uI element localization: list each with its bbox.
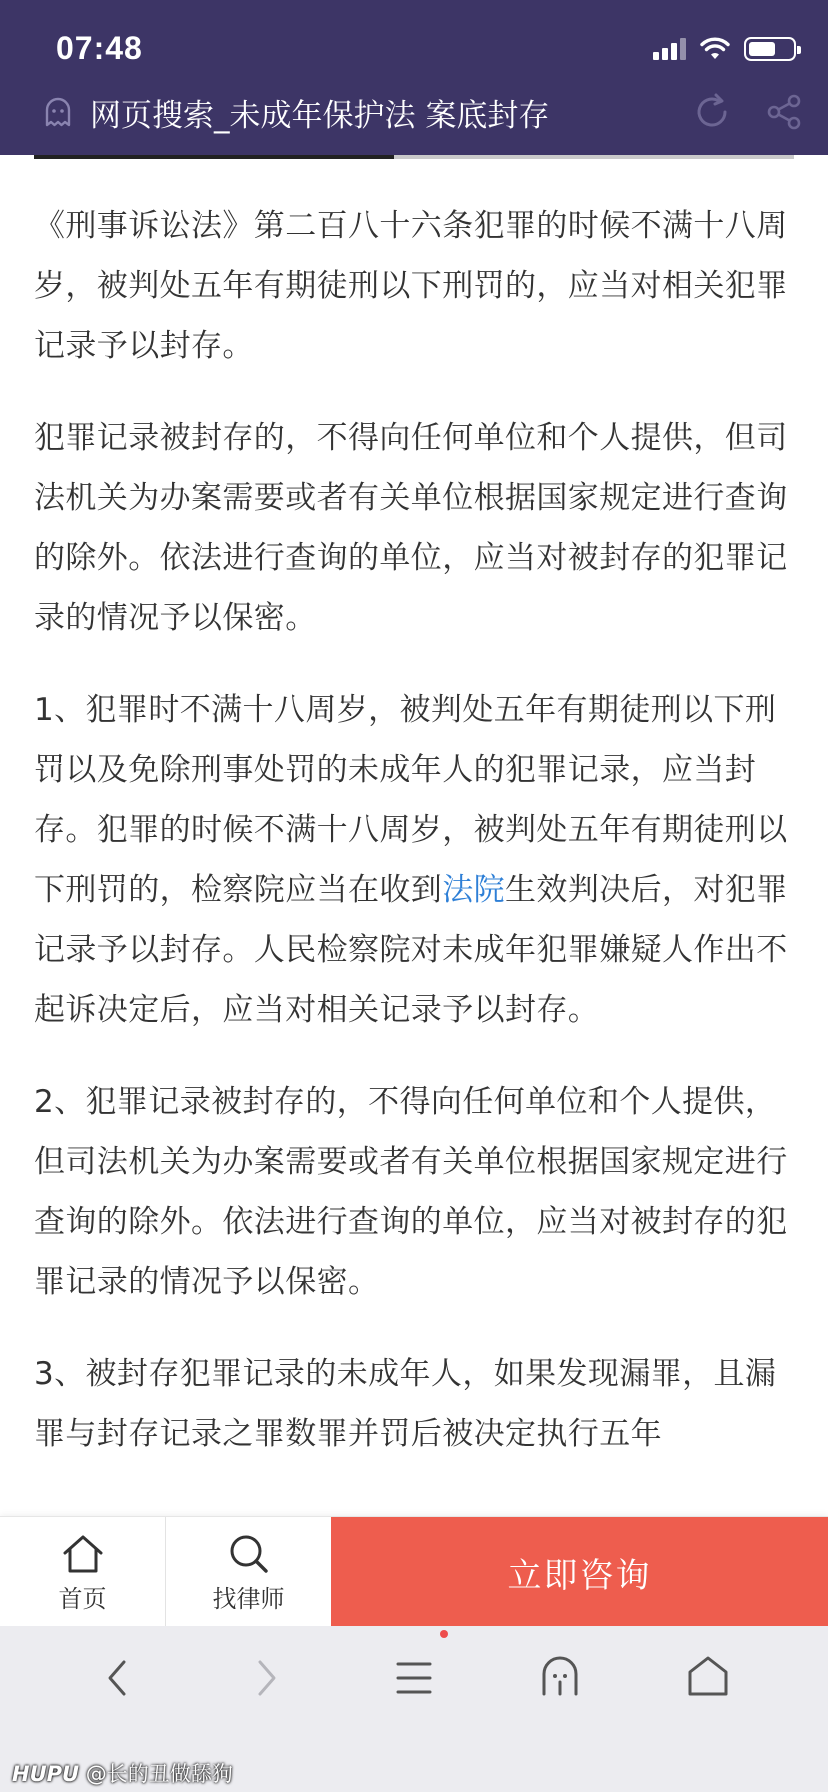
page-title: 网页搜索_未成年保护法 案底封存 (90, 98, 550, 134)
multi-window-ghost-icon[interactable] (538, 1652, 582, 1700)
court-link[interactable]: 法院 (442, 872, 506, 908)
share-icon[interactable] (764, 92, 804, 132)
watermark (12, 1758, 233, 1788)
status-icons (653, 34, 796, 64)
home-tab-label: 首页 (58, 1585, 107, 1613)
find-lawyer-tab-label: 找律师 (212, 1585, 285, 1613)
home-icon (61, 1533, 105, 1575)
browser-title-row (0, 86, 828, 140)
search-icon (227, 1533, 271, 1575)
reload-icon[interactable] (692, 92, 732, 132)
article-body (34, 196, 796, 1496)
article-paragraph: 2、犯罪记录被封存的，不得向任何单位和个人提供，但司法机关为办案需要或者有关单位根据国家规定进行查询的除外。依法进行查询的单位，应当对被封存的犯罪记录的情况予以保密。 (34, 1084, 788, 1300)
cellular-signal-icon (653, 38, 686, 60)
incognito-ghost-icon (40, 94, 76, 130)
notification-dot (440, 1630, 448, 1638)
bottom-action-bar (0, 1516, 828, 1627)
home-tab[interactable] (0, 1517, 166, 1627)
article-paragraph: 3、被封存犯罪记录的未成年人，如果发现漏罪，且漏罪与封存记录之罪数罪并罚后被决定执行五年 (34, 1356, 777, 1452)
status-time: 07:48 (56, 30, 143, 66)
article-paragraph: 犯罪记录被封存的，不得向任何单位和个人提供，但司法机关为办案需要或者有关单位根据国家规定进行查询的除外。依法进行查询的单位，应当对被封存的犯罪记录的情况予以保密。 (34, 420, 788, 636)
paragraph-text: 1、犯罪时不满十八周岁，被判处五年有期徒刑以下刑罚以及免除刑事处罚的未成年人的犯罪记录，应当封存。犯罪的时候不满十八周岁，被判处五年有期徒刑以下刑罚的，检察院应当在收到 (34, 692, 788, 908)
watermark-brand: HUPU (12, 1762, 80, 1786)
consult-now-button[interactable]: 立即咨询 (331, 1517, 828, 1627)
top-header (0, 0, 828, 155)
paragraph-text: 生效判决后，对犯罪记录予以封存。人民检察院对未成年犯罪嫌疑人作出不起诉决定后，应当对相关记录予以封存。 (34, 872, 788, 1028)
wifi-icon (700, 37, 730, 61)
article-paragraph: 《刑事诉讼法》第二百八十六条犯罪的时候不满十八周岁，被判处五年有期徒刑以下刑罚的，应当对相关犯罪记录予以封存。 (34, 208, 788, 364)
menu-icon[interactable] (394, 1658, 434, 1698)
find-lawyer-tab[interactable] (166, 1517, 331, 1627)
banner-image-edge (34, 155, 794, 159)
battery-icon (744, 37, 796, 61)
forward-icon[interactable] (248, 1654, 284, 1702)
watermark-user: @长的丑做舔狗 (85, 1762, 233, 1786)
home-icon[interactable] (686, 1654, 730, 1700)
article-paragraph (34, 680, 796, 1040)
back-icon[interactable] (100, 1654, 136, 1702)
